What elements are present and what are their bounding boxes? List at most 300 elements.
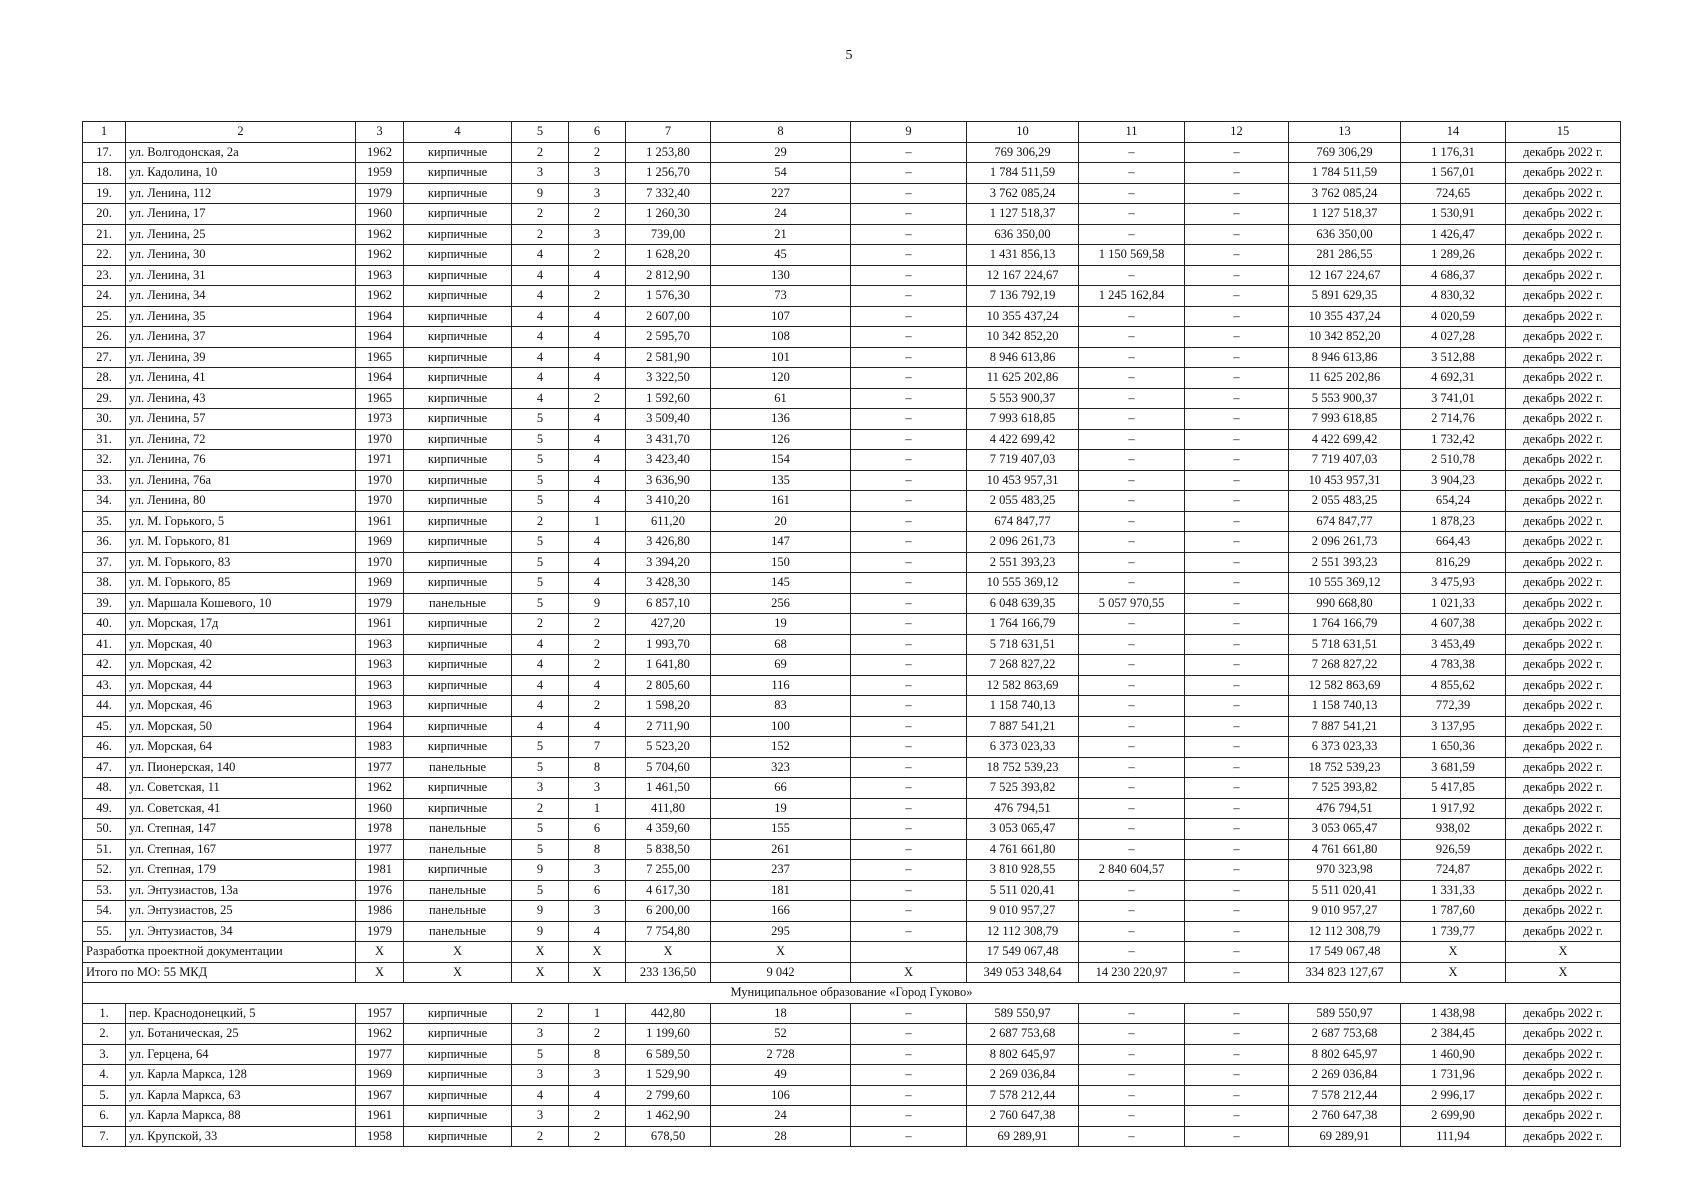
table-cell: 2 760 647,38 (1289, 1106, 1401, 1127)
table-cell: кирпичные (404, 1003, 512, 1024)
table-cell: – (851, 1126, 967, 1147)
address-cell: ул. Степная, 147 (126, 819, 356, 840)
table-cell: – (1185, 798, 1289, 819)
table-cell: 3 (569, 224, 626, 245)
table-cell: 636 350,00 (967, 224, 1079, 245)
table-cell: 2. (83, 1024, 126, 1045)
table-cell: 107 (711, 306, 851, 327)
column-header: 6 (569, 122, 626, 143)
table-cell: 1 127 518,37 (967, 204, 1079, 225)
table-cell: 816,29 (1401, 552, 1506, 573)
table-cell: 30. (83, 409, 126, 430)
table-cell: 7 268 827,22 (1289, 655, 1401, 676)
address-cell: ул. Ленина, 39 (126, 347, 356, 368)
address-cell: ул. Морская, 46 (126, 696, 356, 717)
table-cell: 32. (83, 450, 126, 471)
table-cell: 5 511 020,41 (1289, 880, 1401, 901)
table-cell: 2 728 (711, 1044, 851, 1065)
table-cell: – (1079, 614, 1185, 635)
table-cell: 7 332,40 (626, 183, 711, 204)
table-cell: 4 (569, 532, 626, 553)
table-cell: 769 306,29 (1289, 142, 1401, 163)
table-cell: 1 784 511,59 (967, 163, 1079, 184)
table-cell: 4 761 661,80 (967, 839, 1079, 860)
table-cell: – (851, 839, 967, 860)
table-cell: 4 (569, 675, 626, 696)
table-cell: 5 (512, 429, 569, 450)
table-cell: 1 460,90 (1401, 1044, 1506, 1065)
table-cell: – (851, 491, 967, 512)
table-cell: декабрь 2022 г. (1506, 716, 1621, 737)
table-cell: – (851, 860, 967, 881)
table-cell: 1962 (356, 245, 404, 266)
table-cell: 5 (512, 880, 569, 901)
table-cell: 50. (83, 819, 126, 840)
table-cell: 8 946 613,86 (967, 347, 1079, 368)
table-cell: декабрь 2022 г. (1506, 204, 1621, 225)
table-row (83, 716, 1621, 737)
summary-cell: – (1185, 962, 1289, 983)
table-cell: 2 055 483,25 (1289, 491, 1401, 512)
table-cell: 1963 (356, 675, 404, 696)
table-cell: 5 (512, 552, 569, 573)
table-cell: 161 (711, 491, 851, 512)
table-cell: 5 (512, 839, 569, 860)
table-cell: 4 (569, 470, 626, 491)
table-row (83, 819, 1621, 840)
table-cell: 5 (512, 1044, 569, 1065)
table-cell: 3 512,88 (1401, 347, 1506, 368)
table-cell: кирпичные (404, 142, 512, 163)
table-cell: 1961 (356, 511, 404, 532)
table-cell: 1957 (356, 1003, 404, 1024)
table-cell: 4 (512, 675, 569, 696)
table-cell: 2 (512, 204, 569, 225)
table-cell: 20. (83, 204, 126, 225)
table-cell: 4 (569, 1085, 626, 1106)
table-cell: – (1185, 183, 1289, 204)
table-cell: – (1185, 1003, 1289, 1024)
table-cell: декабрь 2022 г. (1506, 409, 1621, 430)
table-cell: 24. (83, 286, 126, 307)
address-cell: ул. Ленина, 76 (126, 450, 356, 471)
table-cell: 2 (569, 1106, 626, 1127)
summary-cell: 334 823 127,67 (1289, 962, 1401, 983)
table-cell: панельные (404, 757, 512, 778)
summary-cell: 14 230 220,97 (1079, 962, 1185, 983)
table-cell: 1959 (356, 163, 404, 184)
table-cell: 2 (512, 798, 569, 819)
table-cell: 926,59 (1401, 839, 1506, 860)
table-row (83, 532, 1621, 553)
table-cell: декабрь 2022 г. (1506, 901, 1621, 922)
table-cell: 1 127 518,37 (1289, 204, 1401, 225)
capital-repair-table (82, 121, 1621, 1147)
table-cell: 4 (512, 347, 569, 368)
table-cell: 1 530,91 (1401, 204, 1506, 225)
table-cell: 5 (512, 593, 569, 614)
address-cell: ул. Кадолина, 10 (126, 163, 356, 184)
table-cell: декабрь 2022 г. (1506, 1106, 1621, 1127)
table-cell: – (1185, 839, 1289, 860)
table-cell: – (1185, 655, 1289, 676)
table-cell: декабрь 2022 г. (1506, 757, 1621, 778)
table-row (83, 655, 1621, 676)
table-cell: 1 917,92 (1401, 798, 1506, 819)
table-cell: панельные (404, 901, 512, 922)
table-cell: 4 422 699,42 (967, 429, 1079, 450)
table-cell: декабрь 2022 г. (1506, 1065, 1621, 1086)
table-cell: 2 (512, 224, 569, 245)
summary-cell: X (404, 942, 512, 963)
table-cell: – (1185, 470, 1289, 491)
table-cell: кирпичные (404, 860, 512, 881)
table-cell: 3 (512, 778, 569, 799)
table-cell: 1963 (356, 655, 404, 676)
table-cell: 4 (512, 368, 569, 389)
table-cell: – (1079, 511, 1185, 532)
table-row (83, 778, 1621, 799)
table-cell: – (1185, 860, 1289, 881)
summary-cell: X (1506, 942, 1621, 963)
table-cell: 4 (569, 429, 626, 450)
address-cell: ул. Ленина, 35 (126, 306, 356, 327)
table-cell: – (851, 224, 967, 245)
table-cell: 152 (711, 737, 851, 758)
table-cell: 5 (512, 532, 569, 553)
table-cell: – (851, 388, 967, 409)
summary-cell: X (1401, 942, 1506, 963)
table-cell: – (1079, 1003, 1185, 1024)
table-cell: 1 426,47 (1401, 224, 1506, 245)
table-cell: 100 (711, 716, 851, 737)
table-row (83, 675, 1621, 696)
table-cell: 18 752 539,23 (1289, 757, 1401, 778)
table-cell: 281 286,55 (1289, 245, 1401, 266)
table-cell: 3 (512, 1106, 569, 1127)
table-cell: 23. (83, 265, 126, 286)
summary-cell: 17 549 067,48 (967, 942, 1079, 963)
table-cell: – (1185, 1106, 1289, 1127)
table-cell: панельные (404, 880, 512, 901)
table-cell: 2 711,90 (626, 716, 711, 737)
table-cell: 4 607,38 (1401, 614, 1506, 635)
table-cell: 6 857,10 (626, 593, 711, 614)
address-cell: ул. Ленина, 34 (126, 286, 356, 307)
section-title: Муниципальное образование «Город Гуково» (83, 983, 1621, 1004)
table-cell: 3 (512, 1065, 569, 1086)
table-row (83, 388, 1621, 409)
table-cell: 12 582 863,69 (967, 675, 1079, 696)
table-cell: декабрь 2022 г. (1506, 921, 1621, 942)
table-cell: 1 641,80 (626, 655, 711, 676)
table-cell: 1 993,70 (626, 634, 711, 655)
table-cell: 7 887 541,21 (1289, 716, 1401, 737)
address-cell: ул. Морская, 17д (126, 614, 356, 635)
table-cell: кирпичные (404, 347, 512, 368)
table-cell: 1960 (356, 798, 404, 819)
table-cell: 1 592,60 (626, 388, 711, 409)
summary-cell: X (356, 962, 404, 983)
table-cell: 1970 (356, 470, 404, 491)
table-cell: – (1185, 901, 1289, 922)
table-cell: – (1079, 737, 1185, 758)
table-cell: 5 704,60 (626, 757, 711, 778)
table-cell: 12 582 863,69 (1289, 675, 1401, 696)
table-cell: 27. (83, 347, 126, 368)
table-cell: – (1079, 532, 1185, 553)
table-cell: 7 255,00 (626, 860, 711, 881)
table-cell: кирпичные (404, 511, 512, 532)
table-cell: – (851, 1106, 967, 1127)
table-cell: 2 510,78 (1401, 450, 1506, 471)
table-cell: 3 681,59 (1401, 757, 1506, 778)
table-cell: декабрь 2022 г. (1506, 1044, 1621, 1065)
table-cell: 73 (711, 286, 851, 307)
table-cell: 1960 (356, 204, 404, 225)
table-cell: 4 (512, 716, 569, 737)
table-cell: 4 (569, 265, 626, 286)
table-cell: кирпичные (404, 532, 512, 553)
table-cell: 1961 (356, 1106, 404, 1127)
table-cell: 1978 (356, 819, 404, 840)
table-cell: 7 578 212,44 (967, 1085, 1079, 1106)
table-cell: декабрь 2022 г. (1506, 1024, 1621, 1045)
table-cell: кирпичные (404, 450, 512, 471)
table-cell: декабрь 2022 г. (1506, 491, 1621, 512)
table-cell: 1 787,60 (1401, 901, 1506, 922)
table-cell: 2 (569, 388, 626, 409)
table-cell: 2 760 647,38 (967, 1106, 1079, 1127)
table-cell: 664,43 (1401, 532, 1506, 553)
table-row (83, 327, 1621, 348)
table-cell: 7. (83, 1126, 126, 1147)
table-cell: 1965 (356, 388, 404, 409)
table-cell: 1962 (356, 1024, 404, 1045)
table-cell: – (851, 716, 967, 737)
column-header: 12 (1185, 122, 1289, 143)
table-cell: 6 373 023,33 (967, 737, 1079, 758)
table-cell: 1 150 569,58 (1079, 245, 1185, 266)
table-cell: панельные (404, 839, 512, 860)
table-cell: кирпичные (404, 573, 512, 594)
table-cell: 36. (83, 532, 126, 553)
column-header: 3 (356, 122, 404, 143)
table-cell: декабрь 2022 г. (1506, 1003, 1621, 1024)
table-cell: 69 (711, 655, 851, 676)
table-cell: 5 (512, 573, 569, 594)
table-cell: 43. (83, 675, 126, 696)
table-cell: 938,02 (1401, 819, 1506, 840)
table-cell: 5 057 970,55 (1079, 593, 1185, 614)
table-cell: 12 167 224,67 (967, 265, 1079, 286)
table-body-part1 (83, 142, 1621, 942)
table-cell: – (851, 409, 967, 430)
table-row (83, 347, 1621, 368)
table-cell: 52. (83, 860, 126, 881)
summary-cell: X (512, 942, 569, 963)
table-cell: 1970 (356, 429, 404, 450)
table-cell: 1 021,33 (1401, 593, 1506, 614)
address-cell: ул. Морская, 44 (126, 675, 356, 696)
summary-cell: X (711, 942, 851, 963)
table-cell: 22. (83, 245, 126, 266)
table-cell: 4 (569, 921, 626, 942)
table-cell: – (851, 757, 967, 778)
table-cell: 17. (83, 142, 126, 163)
table-cell: – (1079, 1085, 1185, 1106)
table-cell: 611,20 (626, 511, 711, 532)
table-cell: 25. (83, 306, 126, 327)
table-cell: 1969 (356, 573, 404, 594)
table-cell: 7 754,80 (626, 921, 711, 942)
table-cell: 120 (711, 368, 851, 389)
table-cell: 28. (83, 368, 126, 389)
table-cell: 3 053 065,47 (967, 819, 1079, 840)
table-row (83, 901, 1621, 922)
table-cell: 4 (569, 368, 626, 389)
table-cell: 295 (711, 921, 851, 942)
table-cell: 150 (711, 552, 851, 573)
table-cell: – (851, 552, 967, 573)
table-cell: 18. (83, 163, 126, 184)
table-cell: кирпичные (404, 368, 512, 389)
table-cell: кирпичные (404, 614, 512, 635)
table-cell: 2 (512, 511, 569, 532)
table-cell: 12 112 308,79 (967, 921, 1079, 942)
table-cell: 11 625 202,86 (967, 368, 1079, 389)
table-cell: 10 342 852,20 (1289, 327, 1401, 348)
table-cell: 1 650,36 (1401, 737, 1506, 758)
table-cell: 3 810 928,55 (967, 860, 1079, 881)
address-cell: ул. Морская, 64 (126, 737, 356, 758)
table-cell: – (851, 675, 967, 696)
table-cell: 18 (711, 1003, 851, 1024)
table-row (83, 491, 1621, 512)
table-cell: 2 096 261,73 (967, 532, 1079, 553)
table-cell: 7 525 393,82 (967, 778, 1079, 799)
table-cell: 21. (83, 224, 126, 245)
table-cell: 1963 (356, 634, 404, 655)
column-header: 15 (1506, 122, 1621, 143)
address-cell: ул. Морская, 40 (126, 634, 356, 655)
table-cell: – (1185, 491, 1289, 512)
table-cell: 3 137,95 (1401, 716, 1506, 737)
table-row (83, 839, 1621, 860)
table-cell: 2 799,60 (626, 1085, 711, 1106)
table-cell: 1977 (356, 757, 404, 778)
table-cell: 49 (711, 1065, 851, 1086)
table-cell: – (1079, 347, 1185, 368)
table-cell: 2 (569, 1024, 626, 1045)
table-cell: декабрь 2022 г. (1506, 306, 1621, 327)
table-cell: 33. (83, 470, 126, 491)
table-cell: 12 112 308,79 (1289, 921, 1401, 942)
table-cell: 9 (569, 593, 626, 614)
table-cell: 4 855,62 (1401, 675, 1506, 696)
table-row (83, 368, 1621, 389)
table-cell: 37. (83, 552, 126, 573)
table-cell: 2 812,90 (626, 265, 711, 286)
table-cell: 724,65 (1401, 183, 1506, 204)
table-cell: декабрь 2022 г. (1506, 880, 1621, 901)
table-cell: 2 607,00 (626, 306, 711, 327)
table-cell: – (1079, 901, 1185, 922)
table-cell: 154 (711, 450, 851, 471)
table-cell: 9 (512, 860, 569, 881)
table-cell: 3 (512, 1024, 569, 1045)
table-cell: декабрь 2022 г. (1506, 286, 1621, 307)
table-cell: 1970 (356, 552, 404, 573)
table-cell: – (851, 368, 967, 389)
table-cell: 3 904,23 (1401, 470, 1506, 491)
address-cell: ул. Карла Маркса, 63 (126, 1085, 356, 1106)
table-row (83, 1065, 1621, 1086)
table-cell: 2 (569, 204, 626, 225)
table-cell: кирпичные (404, 552, 512, 573)
table-row (83, 265, 1621, 286)
table-cell: 69 289,91 (967, 1126, 1079, 1147)
table-cell: 31. (83, 429, 126, 450)
table-row (83, 860, 1621, 881)
table-cell: – (1079, 142, 1185, 163)
table-cell: кирпичные (404, 245, 512, 266)
table-cell: – (851, 450, 967, 471)
table-cell: 4 (569, 347, 626, 368)
table-cell: 6 200,00 (626, 901, 711, 922)
total-row (83, 962, 1621, 983)
table-cell: 5. (83, 1085, 126, 1106)
table-cell: – (1185, 409, 1289, 430)
column-header: 14 (1401, 122, 1506, 143)
table-cell: – (1185, 552, 1289, 573)
table-cell: 4 761 661,80 (1289, 839, 1401, 860)
table-cell: кирпичные (404, 1024, 512, 1045)
table-cell: 3 475,93 (1401, 573, 1506, 594)
table-cell: – (1185, 573, 1289, 594)
table-cell: кирпичные (404, 675, 512, 696)
table-cell: – (1185, 224, 1289, 245)
table-cell: 1. (83, 1003, 126, 1024)
table-cell: 8 802 645,97 (967, 1044, 1079, 1065)
address-cell: ул. Энтузиастов, 13а (126, 880, 356, 901)
table-cell: 2 (569, 142, 626, 163)
table-cell: 3 453,49 (1401, 634, 1506, 655)
table-row (83, 1126, 1621, 1147)
table-cell: 5 891 629,35 (1289, 286, 1401, 307)
table-cell: 5 523,20 (626, 737, 711, 758)
table-cell: – (1079, 778, 1185, 799)
table-cell: – (851, 347, 967, 368)
table-cell: – (1185, 532, 1289, 553)
table-cell: – (1079, 183, 1185, 204)
summary-cell: X (851, 962, 967, 983)
table-cell: – (851, 737, 967, 758)
table-cell: 26. (83, 327, 126, 348)
table-cell: – (851, 142, 967, 163)
table-row (83, 696, 1621, 717)
table-cell: 4 692,31 (1401, 368, 1506, 389)
table-cell: 8 (569, 1044, 626, 1065)
table-cell: 3 (569, 778, 626, 799)
table-cell: 442,80 (626, 1003, 711, 1024)
table-row (83, 183, 1621, 204)
column-header: 4 (404, 122, 512, 143)
table-cell: 323 (711, 757, 851, 778)
table-row (83, 1003, 1621, 1024)
table-cell: 38. (83, 573, 126, 594)
table-cell: 6 373 023,33 (1289, 737, 1401, 758)
